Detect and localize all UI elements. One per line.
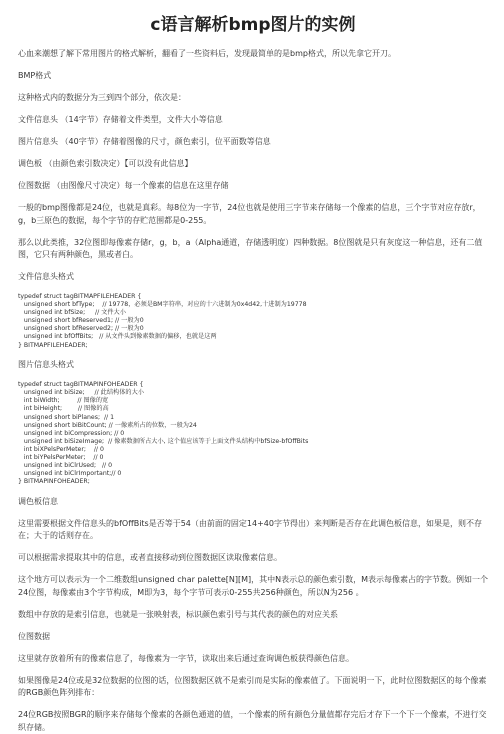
- code-line: unsigned int biClrUsed; // 0: [18, 462, 113, 470]
- format-parts-paragraph: 这种格式内的数据分为三到四个部分，依次是：: [18, 93, 186, 102]
- bitmap-data-description: 位图数据 （由图像尺寸决定）每一个像素的信息在这里存储: [18, 181, 229, 190]
- palette-check-paragraph: 这里需要根据文件信息头的bfOffBits是否等于54（由前面的固定14+40字节得出）来判断是否存在此调色板信息，如果是，则不存在；大于的话则存在。: [18, 518, 482, 541]
- palette-array-paragraph: 这个地方可以表示为一个二维数组unsigned char palette[N][M]，其中N表示总的颜色索引数，M表示每像素占的字节数。例如一个24位图，每像素由3个字节构成，M即为3，每个字节可表示0-255共256种颜色，所以N为256 。: [18, 575, 488, 597]
- article-page: [0, 14, 504, 732]
- code-line: typedef struct tagBITMAPINFOHEADER {: [18, 381, 144, 389]
- code-line: typedef struct tagBITMAPFILEHEADER {: [18, 293, 142, 300]
- section-heading-file-header: 文件信息头格式: [18, 272, 74, 281]
- section-heading-bitmap-data: 位图数据: [18, 631, 50, 641]
- intro-paragraph: 心血来潮想了解下常用图片的格式解析，翻看了一些资料后，发现最简单的是bmp格式，所以先拿它开刀。: [18, 49, 396, 58]
- code-line: unsigned int biCompression; // 0: [18, 429, 125, 437]
- code-line: unsigned short bfReserved1; // 一般为0: [18, 317, 144, 325]
- info-header-description: 图片信息头 （40字节）存储着图像的尺寸，颜色索引，位平面数等信息: [18, 137, 271, 146]
- code-line: int biXPelsPerMeter; // 0: [18, 445, 104, 453]
- file-header-code-block: [18, 293, 488, 350]
- palette-description: 调色板 （由颜色索引数决定）【可以没有此信息】: [18, 159, 193, 168]
- bitmap-index-paragraph: 这里就存放着所有的像素信息了，每像素为一字节，读取出来后通过查询调色板获得颜色信息。: [18, 653, 354, 663]
- section-heading-bmp-format: BMP格式: [18, 71, 52, 80]
- code-line: unsigned int biClrImportant;// 0: [18, 470, 122, 478]
- code-line: unsigned short biBitCount; // 一像素所占的位数，一般为24: [18, 421, 197, 429]
- bitmap-truecolor-paragraph: 如果图像是24位或是32位数据的位图的话，位图数据区就不是索引而是实际的像素值了。下面说明一下，此时位图数据区的每个像素的RGB颜色阵列排布：: [18, 675, 487, 698]
- code-line: int biYPelsPerMeter; // 0: [18, 454, 104, 461]
- code-line: unsigned int bfOffBits; // 从文件头到像素数据的偏移，也就是这两: [18, 333, 217, 341]
- bgr-order-paragraph: 24位RGB按照BGR的顺序来存储每个像素的各颜色通道的值，一个像素的所有颜色分量值都存完后才存下一个下一个像素，不进行交织存储。: [18, 710, 487, 732]
- code-line: int biWidth; // 图像的宽: [18, 397, 109, 405]
- code-line: unsigned int biSize; // 此结构体的大小: [18, 389, 144, 397]
- code-line: unsigned int biSizeImage; // 像素数据所占大小, 这个值应该等于上面文件头结构中bfSize-bfOffBits: [18, 437, 309, 445]
- code-line: unsigned short biPlanes; // 1: [18, 413, 115, 421]
- page-title: c语言解析bmp图片的实例: [150, 15, 356, 35]
- info-header-code-block: [18, 381, 488, 486]
- true-color-paragraph: 一般的bmp图像都是24位，也就是真彩。每8位为一字节，24位也就是使用三字节来存储每一个像素的信息，三个字节对应存放r，g，b三原色的数据，每个字节的存贮范围都是0-255。: [18, 203, 481, 225]
- code-line: } BITMAPINFOHEADER;: [18, 478, 90, 486]
- code-line: int biHeight; // 图像的高: [18, 405, 109, 413]
- palette-mapping-paragraph: 数组中存放的是索引信息，也就是一张映射表，标识颜色索引号与其代表的颜色的对应关系: [18, 609, 338, 619]
- code-line: unsigned short bfReserved2; // 一般为0: [18, 325, 144, 333]
- section-heading-palette: 调色板信息: [18, 496, 58, 506]
- code-line: unsigned short bfType; // 19778，必须是BM字符串，对应的十六进制为0x4d42,十进制为19778: [18, 301, 307, 309]
- palette-usage-paragraph: 可以根据需求提取其中的信息，或者直接移动到位图数据区读取像素信息。: [18, 553, 282, 563]
- code-line: unsigned int bfSize; // 文件大小: [18, 309, 126, 317]
- bit-depth-paragraph: 那么以此类推，32位图即每像素存储r，g，b，a（Alpha通道，存储透明度）四种数据。8位图就是只有灰度这一种信息，还有二值图，它只有两种颜色，黑或者白。: [18, 237, 483, 259]
- section-heading-info-header: 图片信息头格式: [18, 360, 74, 370]
- file-header-description: 文件信息头 （14字节）存储着文件类型，文件大小等信息: [18, 115, 223, 124]
- code-line: } BITMAPFILEHEADER;: [18, 341, 88, 349]
